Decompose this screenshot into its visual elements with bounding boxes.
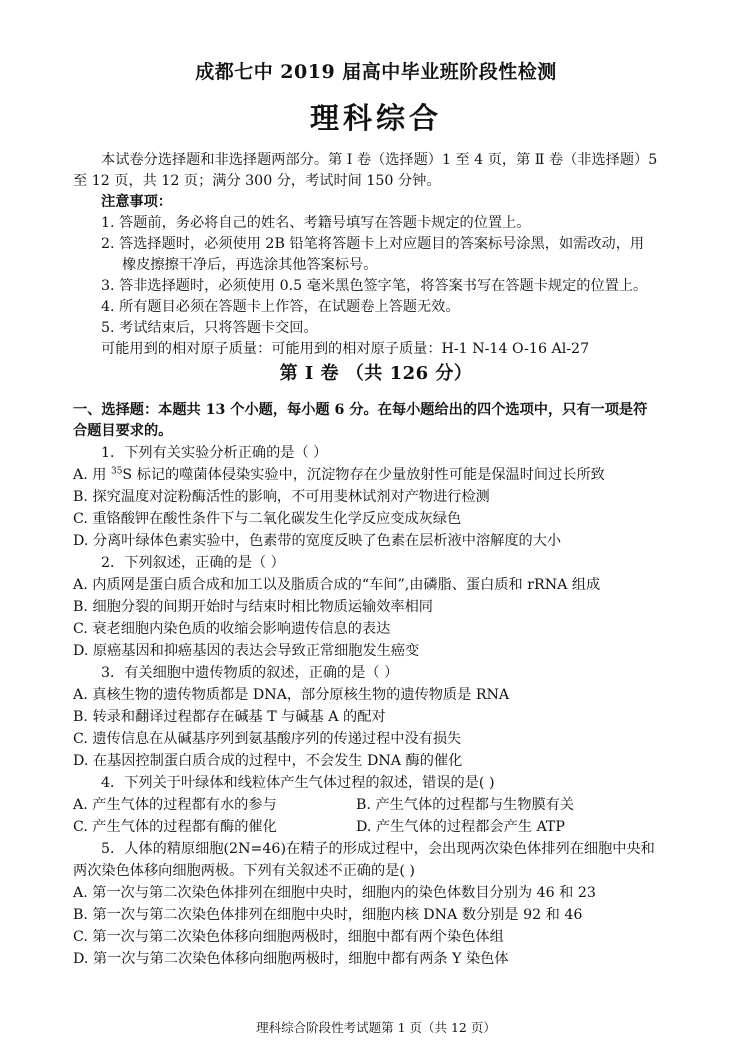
intro-line-1: 本试卷分选择题和非选择题两部分。第 Ⅰ 卷（选择题）1 至 4 页，第 Ⅱ 卷（非选择题）5 (101, 152, 658, 168)
question-5-option-d: D. 第一次与第二次染色体移向细胞两极时，细胞中都有两条 Y 染色体 (73, 951, 509, 967)
notice-item-4: 4. 所有题目必须在答题卡上作答，在试题卷上答题无效。 (101, 299, 460, 315)
notice-item-2: 2. 答选择题时，必须使用 2B 铅笔将答题卡上对应题目的答案标号涂黑，如需改动，用 (101, 236, 645, 252)
page-footer: 理科综合阶段性考试题第 1 页（共 12 页） (256, 1020, 496, 1035)
question-3-option-a: A. 真核生物的遗传物质都是 DNA，部分原核生物的遗传物质是 RNA (73, 687, 510, 703)
question-4-option-c: C. 产生气体的过程都有酶的催化 (73, 819, 277, 835)
question-5-stem-line-2: 两次染色体移向细胞两极。下列有关叙述不正确的是( ) (73, 863, 415, 879)
subject-title: 理科综合 (309, 101, 442, 135)
question-5-option-c: C. 第一次与第二次染色体移向细胞两极时，细胞中都有两个染色体组 (73, 929, 504, 945)
intro-line-2: 至 12 页，共 12 页；满分 300 分，考试时间 150 分钟。 (73, 173, 441, 189)
question-4-stem: 4．下列关于叶绿体和线粒体产生气体过程的叙述，错误的是( ) (101, 775, 495, 791)
question-5-stem-line-1: 5．人体的精原细胞(2N=46)在精子的形成过程中，会出现两次染色体排列在细胞中央和 (101, 841, 655, 857)
question-5-option-a: A. 第一次与第二次染色体排列在细胞中央时，细胞内的染色体数目分别为 46 和 23 (73, 885, 596, 901)
question-2-option-b: B. 细胞分裂的间期开始时与结束时相比物质运输效率相同 (73, 599, 433, 615)
question-3-option-c: C. 遗传信息在从碱基序列到氨基酸序列的传递过程中没有损失 (73, 731, 462, 747)
question-2-option-a: A. 内质网是蛋白质合成和加工以及脂质合成的“车间”,由磷脂、蛋白质和 rRNA 组成 (73, 577, 601, 593)
question-3-option-b: B. 转录和翻译过程都存在碱基 T 与碱基 A 的配对 (73, 709, 386, 725)
notice-item-3: 3. 答非选择题时，必须使用 0.5 毫米黑色签字笔，将答案书写在答题卡规定的位置上。 (101, 278, 648, 294)
notice-item-1: 1. 答题前，务必将自己的姓名、考籍号填写在答题卡规定的位置上。 (101, 215, 531, 231)
question-1-stem: 1．下列有关实验分析正确的是（ ） (101, 445, 328, 461)
question-2-stem: 2．下列叙述，正确的是（ ） (101, 555, 285, 571)
notice-item-2-cont: 橡皮擦擦干净后，再选涂其他答案标号。 (122, 257, 378, 273)
question-1-option-b: B. 探究温度对淀粉酶活性的影响，不可用斐林试剂对产物进行检测 (73, 489, 490, 505)
section-1-heading-line-2: 合题目要求的。 (73, 423, 173, 439)
notice-item-5: 5. 考试结束后，只将答题卡交回。 (101, 320, 318, 336)
section-1-heading-line-1: 一、选择题：本题共 13 个小题，每小题 6 分。在每小题给出的四个选项中，只有一项是符 (73, 402, 648, 418)
part-1-title: 第 Ⅰ 卷 （共 126 分） (279, 363, 473, 384)
question-2-option-d: D. 原癌基因和抑癌基因的表达会导致正常细胞发生癌变 (73, 643, 420, 659)
question-3-stem: 3．有关细胞中遗传物质的叙述，正确的是（ ） (101, 665, 399, 681)
exam-title: 成都七中 2019 届高中毕业班阶段性检测 (195, 61, 557, 83)
question-4-option-a: A. 产生气体的过程都有水的参与 (73, 797, 277, 813)
question-4-option-d: D. 产生气体的过程都会产生 ATP (356, 819, 565, 835)
question-2-option-c: C. 衰老细胞内染色质的收缩会影响遗传信息的表达 (73, 621, 391, 637)
notice-heading: 注意事项： (101, 194, 172, 210)
question-5-option-b: B. 第一次与第二次染色体排列在细胞中央时，细胞内核 DNA 数分别是 92 和 46 (73, 907, 583, 923)
atomic-mass-note: 可能用到的相对原子质量：可能用到的相对原子质量：H-1 N-14 O-16 Al-27 (101, 341, 590, 357)
question-4-option-b: B. 产生气体的过程都与生物膜有关 (356, 797, 575, 813)
question-1-option-a: A. 用 $^{35}$S 标记的噬菌体侵染实验中，沉淀物存在少量放射性可能是保温时间过长所致 (73, 466, 605, 483)
question-1-option-c: C. 重铬酸钾在酸性条件下与二氧化碳发生化学反应变成灰绿色 (73, 511, 462, 527)
question-1-option-d: D. 分离叶绿体色素实验中，色素带的宽度反映了色素在层析液中溶解度的大小 (73, 533, 562, 549)
question-3-option-d: D. 在基因控制蛋白质合成的过程中，不会发生 DNA 酶的催化 (73, 753, 463, 769)
